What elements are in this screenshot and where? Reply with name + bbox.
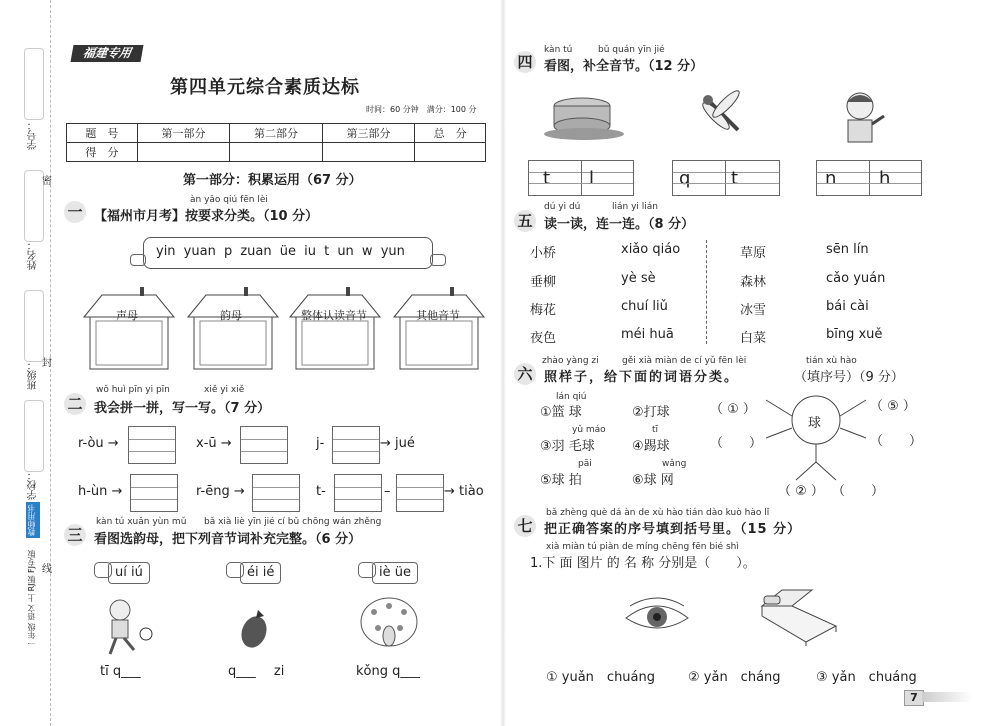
house-shengmu[interactable] (82, 287, 176, 371)
s5-right-2[interactable]: 森林 (740, 275, 767, 290)
s1-number: 一 (64, 201, 86, 223)
answer-box[interactable] (396, 474, 444, 512)
s3-answer-2[interactable]: q___ zi (228, 664, 285, 679)
s3-option-1: uí iú (108, 562, 150, 584)
class-label: 班级： (28, 360, 39, 390)
house-icon (82, 287, 176, 371)
s6-item-5: ⑤球 拍 (540, 473, 582, 488)
letters-text: yin yuan p zuan üe iu t un w yun (156, 244, 405, 259)
answer-box[interactable] (240, 426, 288, 464)
s2-r1-b: x-ū → (196, 436, 232, 451)
class-bracket-4[interactable]: （ ） (870, 434, 923, 449)
s5-right-py-1[interactable]: sēn lín (826, 242, 869, 257)
s6-item-4: ④踢球 (632, 439, 670, 454)
classification-center: 球 (808, 416, 822, 431)
cat-icon (430, 254, 446, 266)
s7-q1: 1.下 面 图片 的 名 称 分别是（ ）。 (530, 556, 756, 571)
s7-option-1[interactable]: ① yuǎn chuáng (546, 670, 656, 685)
s6-item-py: tī (652, 425, 659, 435)
grid-letter: t (731, 168, 739, 189)
score-header: 第三部分 (322, 124, 414, 143)
s7-option-3[interactable]: ③ yǎn chuáng (816, 670, 917, 685)
s2-r1-c: j- (316, 436, 325, 451)
s5-pinyin-a: dú yi dú (544, 202, 581, 212)
region-tag (71, 45, 144, 62)
region-tag-text: 福建专用 (81, 46, 133, 60)
s5-right-3[interactable]: 冰雪 (740, 303, 767, 318)
seal-char-xian: 线 (42, 564, 52, 575)
s2-pinyin-a: wǒ huì pīn yi pīn (96, 385, 170, 395)
house-label: 其他音节 (416, 309, 460, 322)
s6-item-py: pāi (578, 459, 592, 469)
s5-right-py-3[interactable]: bái cài (826, 299, 869, 314)
s6-number: 六 (514, 363, 536, 385)
name-label: 姓名： (28, 240, 39, 270)
s5-left-1[interactable]: 小桥 (530, 246, 557, 261)
exam-info: 时间：60 分钟 满分：100 分 (366, 105, 477, 114)
s2-r2-a: h-ùn → (78, 484, 123, 499)
s3-pinyin-b: bǎ xià liè yīn jié cí bǔ chōng wán zhěng (204, 517, 382, 527)
s2-r2-dash: – (384, 484, 391, 499)
house-zhengti[interactable] (288, 287, 382, 371)
s6-pinyin-b: gěi xià miàn de cí yǔ fēn lèi (622, 356, 747, 366)
boy-speaking-image (836, 88, 888, 144)
s5-left-py-3[interactable]: chuí liǔ (621, 299, 668, 314)
score-cell[interactable] (415, 143, 486, 162)
class-bracket-5[interactable]: （ ② ） (778, 484, 824, 499)
s5-divider (706, 240, 707, 344)
s2-r2-e: → tiào (444, 484, 484, 499)
s3-pinyin-a: kàn tú xuǎn yùn mǔ (96, 517, 187, 527)
s4-instruction: 看图，补全音节。（12 分） (544, 59, 704, 74)
s5-left-py-1[interactable]: xiǎo qiáo (621, 242, 681, 257)
s7-option-2[interactable]: ② yǎn cháng (688, 670, 781, 685)
score-row-label: 得 分 (67, 143, 138, 162)
score-table (66, 123, 486, 162)
s2-r1-a: r-òu → (78, 436, 119, 451)
s7-instruction: 把正确答案的序号填到括号里。（15 分） (544, 522, 802, 537)
score-header: 第一部分 (137, 124, 229, 143)
s5-left-py-2[interactable]: yè sè (621, 271, 656, 286)
s6-item-py: wǎng (662, 459, 687, 469)
s5-pinyin-b: lián yi lián (612, 202, 658, 212)
grid-letter: h (879, 168, 891, 189)
grid-letter: n (825, 168, 837, 189)
house-icon (186, 287, 280, 371)
page-number (904, 690, 924, 706)
eggplant-image (238, 606, 272, 650)
s3-option-2: éi ié (240, 562, 281, 584)
score-header: 总 分 (415, 124, 486, 143)
s6-item-3: ③羽 毛球 (540, 439, 595, 454)
s6-item-2: ②打球 (632, 405, 670, 420)
pinyin-grid-1[interactable] (528, 160, 634, 196)
s2-r2-c: t- (316, 484, 326, 499)
s7-q1-pinyin: xià miàn tú piàn de míng chēng fēn bié shì (546, 542, 739, 552)
page-number-text: 7 (910, 691, 918, 704)
s6-item-py: lán qiú (556, 392, 587, 402)
s7-pinyin: bǎ zhèng què dá àn de xù hào tián dào kuò hào lǐ (546, 508, 770, 518)
s1-instruction: 【福州市月考】按要求分类。（10 分） (94, 209, 319, 224)
s1-pinyin: àn yāo qiú fēn lèi (190, 195, 268, 205)
s3-instruction: 看图选韵母，把下列音节词补充完整。（6 分） (94, 532, 362, 547)
score-cell[interactable] (137, 143, 229, 162)
class-bracket-3[interactable]: （ ⑤ ） (870, 399, 916, 414)
cat-icon (130, 254, 146, 266)
s4-pinyin-a: kàn tú (544, 45, 573, 55)
s6-pinyin-a: zhào yàng zi (542, 356, 599, 366)
s5-right-py-4[interactable]: bīng xuě (826, 327, 883, 342)
binding-strip (0, 0, 51, 726)
house-label: 整体认读音节 (301, 309, 367, 322)
s5-left-4[interactable]: 夜色 (530, 331, 557, 346)
class-bracket-1[interactable]: （ ① ） (710, 402, 756, 417)
page-fold (500, 0, 506, 726)
peacock-image (358, 596, 420, 652)
s2-number: 二 (64, 393, 86, 415)
spine-badge: 教师用书 (26, 502, 40, 538)
grid-letter: q (679, 168, 691, 189)
s6-item-6: ⑥球 网 (632, 473, 674, 488)
s3-answer-1[interactable]: tī q___ (100, 664, 141, 679)
answer-box[interactable] (128, 426, 176, 464)
s5-left-3[interactable]: 梅花 (530, 303, 557, 318)
s5-left-2[interactable]: 垂柳 (530, 275, 557, 290)
page-title: 第四单元综合素质达标 (170, 77, 360, 98)
boy-kicking-ball-image (98, 596, 154, 658)
score-cell[interactable] (230, 143, 322, 162)
s2-pinyin-b: xiě yi xiě (204, 385, 245, 395)
s5-instruction: 读一读，连一连。（8 分） (544, 217, 695, 232)
student-number-label: 学号： (28, 120, 39, 150)
s5-right-4[interactable]: 白菜 (740, 331, 767, 346)
school-label: 学校： (28, 470, 39, 500)
s5-right-py-2[interactable]: cǎo yuán (826, 271, 886, 286)
s6-instruction-tail: （填序号）（9 分） (794, 370, 904, 385)
s3-option-3: iè üe (372, 562, 418, 584)
house-label: 声母 (116, 309, 138, 322)
s4-number: 四 (514, 51, 536, 73)
s4-pinyin-b: bǔ quán yīn jié (598, 45, 665, 55)
house-label: 韵母 (220, 309, 242, 322)
pinyin-grid-2[interactable] (672, 160, 780, 196)
answer-box[interactable] (334, 474, 382, 512)
house-yunmu[interactable] (186, 287, 280, 371)
seal-char-feng: 封 (42, 358, 52, 369)
s7-number: 七 (514, 515, 536, 537)
score-header: 题 号 (67, 124, 138, 143)
s6-pinyin-c: tián xù hào (806, 356, 857, 366)
grid-letter: l (589, 168, 595, 189)
bed-image (752, 586, 840, 648)
tulou-building-image (540, 90, 626, 142)
answer-box[interactable] (130, 474, 178, 512)
s5-left-py-4[interactable]: méi huā (621, 327, 674, 342)
pinyin-grid-3[interactable] (816, 160, 922, 196)
answer-box[interactable] (332, 426, 380, 464)
s5-number: 五 (514, 210, 536, 232)
s3-answer-3[interactable]: kǒng q___ (356, 664, 420, 679)
s5-right-1[interactable]: 草原 (740, 246, 767, 261)
grid-letter: t (543, 168, 551, 189)
s6-item-1: ①篮 球 (540, 405, 582, 420)
page-number-bar (922, 692, 972, 702)
letters-banner (143, 237, 433, 269)
s2-instruction: 我会拼一拼，写一写。（7 分） (94, 401, 271, 416)
part1-title: 第一部分：积累运用（67 分） (183, 173, 362, 188)
s6-instruction: 照样子，给下面的词语分类。 (544, 370, 740, 385)
score-cell[interactable] (322, 143, 414, 162)
score-header: 第二部分 (230, 124, 322, 143)
house-qita[interactable] (392, 287, 486, 371)
s2-r2-b: r-ēng → (196, 484, 245, 499)
answer-box[interactable] (252, 474, 300, 512)
eye-image (622, 592, 692, 638)
seal-char-mi: 密 (42, 176, 52, 187)
dragonfly-image (694, 86, 750, 142)
s2-r1-d: → jué (380, 436, 415, 451)
house-icon (288, 287, 382, 371)
class-bracket-2[interactable]: （ ） (710, 436, 763, 451)
s6-item-py: yǔ máo (572, 425, 606, 435)
spine-text: 一年级 语文 上 RJ版 FJ专版 (27, 550, 36, 648)
class-bracket-6[interactable]: （ ） (832, 484, 885, 499)
s3-number: 三 (64, 524, 86, 546)
house-icon (392, 287, 486, 371)
